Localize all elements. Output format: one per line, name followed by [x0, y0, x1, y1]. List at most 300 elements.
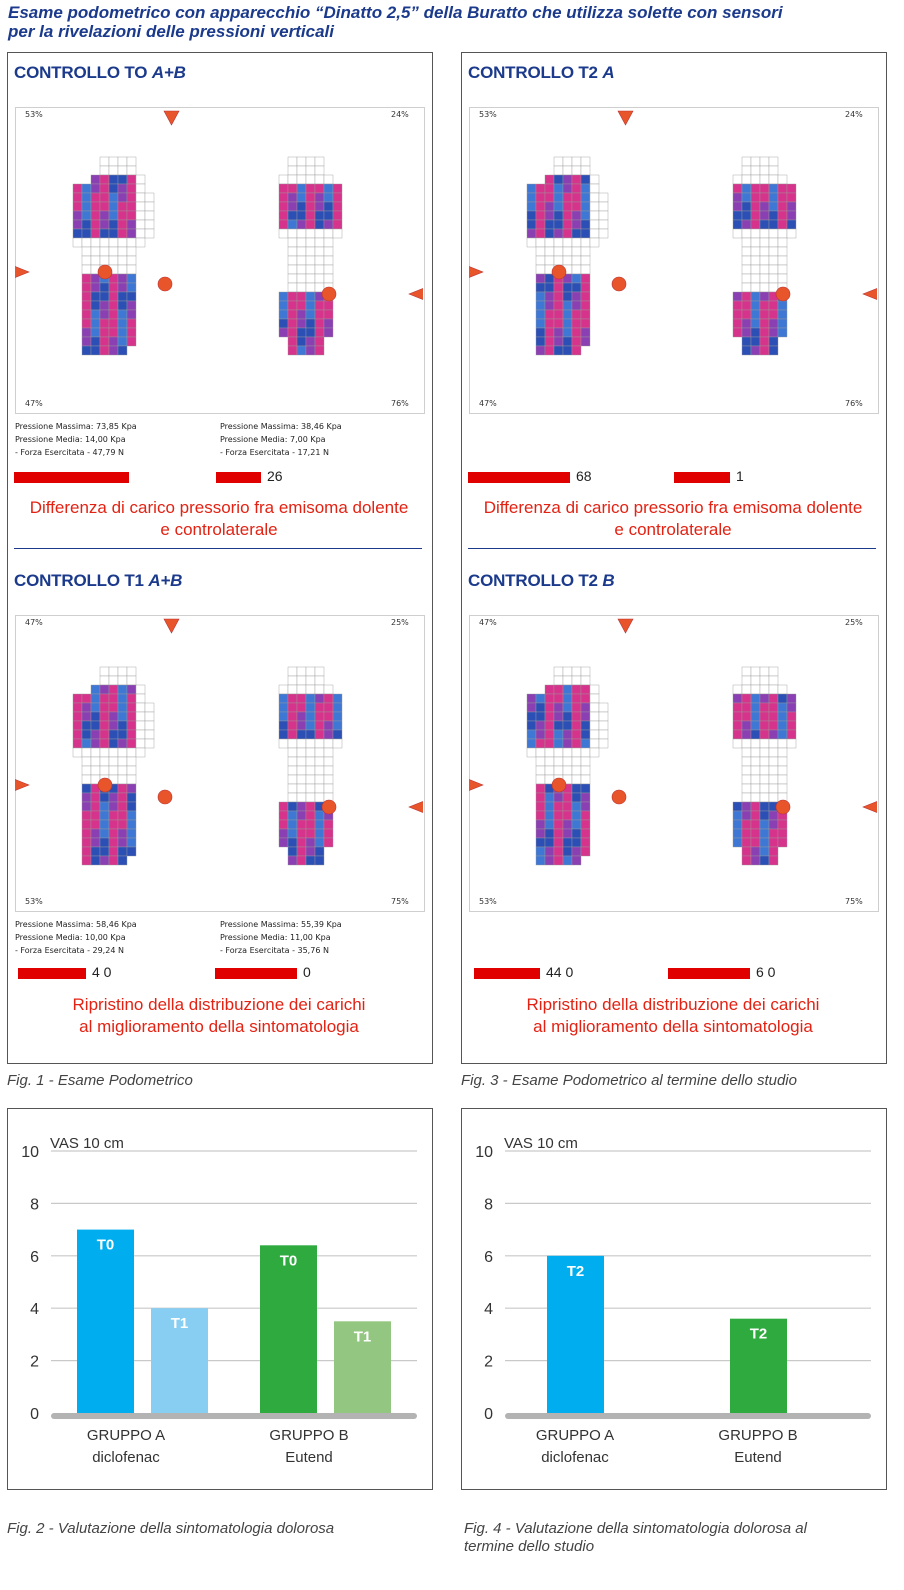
y-tick-label: 8: [484, 1196, 493, 1214]
right-foot-cell: [324, 229, 333, 238]
left-foot-cell: [590, 721, 599, 730]
right-foot-cell: [769, 811, 778, 820]
right-foot-cell: [288, 856, 297, 865]
right-foot-cell: [288, 157, 297, 166]
left-foot-cell: [127, 157, 136, 166]
left-foot-cell: [581, 703, 590, 712]
left-foot-cell: [127, 328, 136, 337]
left-foot-cell: [545, 229, 554, 238]
left-foot-cell: [536, 721, 545, 730]
left-foot-cell: [563, 301, 572, 310]
panel-separator-right: [468, 548, 876, 549]
left-foot-cell: [73, 220, 82, 229]
right-foot-cell: [778, 301, 787, 310]
bar-label: T2: [749, 1325, 768, 1343]
left-foot-cell: [563, 748, 572, 757]
right-foot-cell: [760, 811, 769, 820]
stat-line: Pressione Media: 7,00 Kpa: [220, 435, 326, 444]
right-foot-cell: [279, 211, 288, 220]
right-foot-cell: [297, 793, 306, 802]
right-foot-cell: [742, 184, 751, 193]
right-foot-cell: [769, 766, 778, 775]
left-foot-cell: [127, 238, 136, 247]
left-foot-cell: [536, 730, 545, 739]
left-foot-cell: [572, 802, 581, 811]
right-foot-cell: [742, 274, 751, 283]
right-foot-cell: [751, 703, 760, 712]
left-foot-cell: [73, 748, 82, 757]
right-foot-cell: [315, 229, 324, 238]
right-foot-cell: [733, 202, 742, 211]
right-foot-cell: [733, 175, 742, 184]
right-foot-cell: [288, 784, 297, 793]
right-foot-cell: [769, 784, 778, 793]
left-foot-cell: [73, 739, 82, 748]
left-foot-cell: [100, 238, 109, 247]
right-foot-cell: [742, 784, 751, 793]
left-foot-cell: [82, 811, 91, 820]
left-foot-cell: [127, 829, 136, 838]
right-foot-cell: [288, 748, 297, 757]
left-foot-cell: [109, 685, 118, 694]
right-foot-cell: [315, 685, 324, 694]
left-foot-cell: [118, 319, 127, 328]
left-foot-cell: [590, 703, 599, 712]
left-foot-cell: [136, 685, 145, 694]
left-foot-cell: [118, 712, 127, 721]
right-foot-cell: [751, 274, 760, 283]
right-foot-cell: [769, 739, 778, 748]
right-foot-cell: [769, 256, 778, 265]
load-percent-label: 76%: [391, 399, 409, 408]
left-foot-cell: [82, 721, 91, 730]
right-foot-cell: [742, 328, 751, 337]
right-foot-cell: [751, 685, 760, 694]
finding-text-line: Differenza di carico pressorio fra emisoma dolente: [483, 498, 863, 517]
right-foot-cell: [333, 229, 342, 238]
left-foot-cell: [82, 748, 91, 757]
right-foot-cell: [315, 166, 324, 175]
left-foot-cell: [127, 847, 136, 856]
left-foot-cell: [136, 211, 145, 220]
left-foot-cell: [536, 757, 545, 766]
left-foot-cell: [109, 301, 118, 310]
left-foot-cell: [118, 784, 127, 793]
right-foot-cell: [769, 712, 778, 721]
right-foot-cell: [751, 166, 760, 175]
left-foot-cell: [536, 802, 545, 811]
y-tick-label: 6: [484, 1248, 493, 1266]
left-foot-cell: [118, 676, 127, 685]
stat-line: - Forza Esercitata - 35,76 N: [220, 946, 329, 955]
right-foot-cell: [306, 292, 315, 301]
left-foot-cell: [590, 685, 599, 694]
left-foot-cell: [91, 175, 100, 184]
right-foot-cell: [279, 730, 288, 739]
right-foot-cell: [315, 157, 324, 166]
y-tick-label: 4: [30, 1301, 39, 1319]
left-foot-cell: [563, 829, 572, 838]
right-foot-cell: [297, 292, 306, 301]
right-foot-cell: [306, 319, 315, 328]
finding-text-line: al miglioramento della sintomatologia: [79, 1017, 359, 1036]
left-foot-cell: [536, 211, 545, 220]
left-foot-cell: [599, 730, 608, 739]
right-foot-center-marker: [776, 800, 790, 814]
left-foot-cell: [536, 247, 545, 256]
panel-title-label: CONTROLLO T2: [468, 571, 603, 590]
left-foot-cell: [91, 310, 100, 319]
right-foot-cell: [315, 175, 324, 184]
left-foot-cell: [100, 766, 109, 775]
right-foot-cell: [751, 721, 760, 730]
right-foot-cell: [297, 184, 306, 193]
y-tick-label: 0: [484, 1406, 493, 1423]
right-foot-cell: [288, 265, 297, 274]
right-foot-cell: [288, 802, 297, 811]
left-foot-cell: [563, 676, 572, 685]
right-foot-cell: [288, 256, 297, 265]
fig2-caption: Fig. 2 - Valutazione della sintomatologia dolorosa: [7, 1520, 335, 1537]
left-foot-cell: [563, 820, 572, 829]
left-foot-cell: [100, 676, 109, 685]
right-foot-cell: [742, 667, 751, 676]
left-foot-cell: [545, 193, 554, 202]
right-foot-cell: [733, 328, 742, 337]
right-foot-cell: [279, 328, 288, 337]
left-foot-cell: [82, 784, 91, 793]
right-foot-cell: [742, 319, 751, 328]
left-foot-cell: [563, 157, 572, 166]
right-foot-cell: [333, 211, 342, 220]
left-foot-cell: [554, 667, 563, 676]
right-foot-cell: [742, 775, 751, 784]
left-foot-cell: [127, 301, 136, 310]
right-foot-cell: [306, 685, 315, 694]
right-foot-cell: [279, 184, 288, 193]
right-foot-cell: [288, 202, 297, 211]
left-foot-cell: [554, 676, 563, 685]
left-foot-cell: [554, 811, 563, 820]
fig3-caption: Fig. 3 - Esame Podometrico al termine dello studio: [461, 1072, 797, 1089]
left-foot-cell: [536, 346, 545, 355]
right-foot-cell: [769, 157, 778, 166]
right-foot-cell: [288, 220, 297, 229]
left-foot-cell: [91, 346, 100, 355]
left-foot-cell: [563, 730, 572, 739]
right-foot-cell: [297, 337, 306, 346]
left-foot-cell: [563, 739, 572, 748]
left-foot-cell: [136, 238, 145, 247]
left-foot-cell: [100, 811, 109, 820]
right-foot-cell: [769, 793, 778, 802]
right-foot-cell: [279, 310, 288, 319]
left-foot-center-marker: [98, 265, 112, 279]
left-foot-cell: [590, 175, 599, 184]
left-foot-cell: [545, 292, 554, 301]
right-foot-cell: [324, 730, 333, 739]
left-foot-cell: [563, 166, 572, 175]
left-foot-cell: [109, 820, 118, 829]
right-foot-cell: [288, 274, 297, 283]
left-foot-cell: [73, 730, 82, 739]
panel-title: [468, 571, 614, 591]
load-percent-label: 25%: [845, 618, 863, 627]
right-foot-cell: [306, 748, 315, 757]
right-foot-cell: [324, 220, 333, 229]
right-foot-cell: [733, 730, 742, 739]
right-foot-cell: [306, 820, 315, 829]
right-foot-cell: [751, 748, 760, 757]
right-foot-cell: [778, 193, 787, 202]
stat-line: Pressione Massima: 55,39 Kpa: [220, 920, 342, 929]
right-foot-cell: [742, 256, 751, 265]
right-foot-cell: [324, 757, 333, 766]
right-foot-cell: [742, 739, 751, 748]
right-foot-cell: [778, 748, 787, 757]
right-foot-cell: [778, 229, 787, 238]
left-foot-cell: [100, 802, 109, 811]
right-foot-cell: [288, 811, 297, 820]
right-foot-cell: [751, 847, 760, 856]
left-foot-cell: [82, 838, 91, 847]
right-foot-cell: [297, 265, 306, 274]
right-foot-cell: [315, 838, 324, 847]
left-foot-cell: [100, 283, 109, 292]
right-foot-cell: [297, 685, 306, 694]
right-foot-cell: [760, 748, 769, 757]
right-foot-cell: [324, 193, 333, 202]
x-category-label: Eutend: [734, 1449, 782, 1466]
right-foot-cell: [315, 784, 324, 793]
right-foot-cell: [751, 766, 760, 775]
finding-text-line: Differenza di carico pressorio fra emisoma dolente: [29, 498, 409, 517]
right-foot-cell: [760, 301, 769, 310]
right-foot-cell: [751, 757, 760, 766]
right-foot-cell: [769, 211, 778, 220]
right-foot-cell: [751, 328, 760, 337]
right-foot-cell: [742, 229, 751, 238]
right-foot-cell: [769, 676, 778, 685]
left-foot-cell: [599, 229, 608, 238]
right-foot-cell: [751, 784, 760, 793]
right-foot-cell: [778, 220, 787, 229]
load-percent-label: 47%: [479, 399, 497, 408]
left-foot-cell: [100, 211, 109, 220]
right-foot-cell: [306, 211, 315, 220]
left-foot-cell: [100, 685, 109, 694]
right-foot-cell: [315, 793, 324, 802]
left-foot-cell: [109, 712, 118, 721]
left-foot-cell: [118, 166, 127, 175]
left-foot-cell: [536, 265, 545, 274]
left-foot-cell: [536, 229, 545, 238]
left-foot-cell: [109, 694, 118, 703]
left-foot-cell: [118, 811, 127, 820]
right-foot-cell: [315, 811, 324, 820]
right-foot-cell: [769, 229, 778, 238]
left-foot-cell: [82, 256, 91, 265]
right-foot-cell: [306, 730, 315, 739]
left-foot-cell: [572, 184, 581, 193]
left-foot-cell: [109, 703, 118, 712]
right-foot-cell: [778, 265, 787, 274]
right-foot-cell: [279, 829, 288, 838]
left-foot-cell: [82, 229, 91, 238]
right-foot-cell: [315, 766, 324, 775]
right-foot-cell: [306, 328, 315, 337]
left-foot-cell: [572, 238, 581, 247]
left-load-bar: [468, 472, 570, 483]
right-foot-cell: [760, 202, 769, 211]
right-foot-cell: [279, 820, 288, 829]
right-foot-cell: [760, 211, 769, 220]
left-foot-cell: [536, 256, 545, 265]
y-tick-label: 6: [30, 1248, 39, 1266]
right-foot-cell: [297, 238, 306, 247]
right-foot-cell: [306, 721, 315, 730]
left-foot-cell: [100, 247, 109, 256]
left-foot-cell: [118, 694, 127, 703]
left-foot-cell: [109, 202, 118, 211]
left-foot-cell: [599, 721, 608, 730]
left-foot-cell: [127, 265, 136, 274]
bar-t0: [260, 1245, 317, 1413]
left-foot-cell: [100, 319, 109, 328]
left-foot-cell: [590, 202, 599, 211]
left-foot-cell: [82, 274, 91, 283]
right-foot-cell: [288, 337, 297, 346]
right-foot-cell: [787, 730, 796, 739]
left-foot-cell: [536, 283, 545, 292]
right-foot-cell: [297, 730, 306, 739]
left-foot-cell: [100, 256, 109, 265]
left-foot-cell: [82, 202, 91, 211]
right-foot-cell: [760, 166, 769, 175]
right-foot-cell: [306, 829, 315, 838]
right-foot-cell: [751, 292, 760, 301]
right-foot-cell: [306, 256, 315, 265]
left-foot-cell: [118, 301, 127, 310]
left-foot-cell: [554, 820, 563, 829]
right-foot-cell: [315, 775, 324, 784]
right-foot-cell: [279, 202, 288, 211]
left-foot-cell: [563, 712, 572, 721]
right-foot-cell: [315, 829, 324, 838]
right-foot-cell: [742, 220, 751, 229]
right-foot-cell: [760, 256, 769, 265]
left-foot-cell: [100, 694, 109, 703]
right-foot-cell: [315, 847, 324, 856]
right-foot-cell: [288, 775, 297, 784]
right-foot-cell: [324, 748, 333, 757]
right-foot-cell: [315, 694, 324, 703]
right-foot-cell: [751, 838, 760, 847]
left-foot-cell: [127, 229, 136, 238]
right-foot-cell: [315, 820, 324, 829]
right-foot-cell: [297, 838, 306, 847]
left-foot-cell: [136, 721, 145, 730]
right-foot-cell: [769, 775, 778, 784]
left-foot-cell: [545, 748, 554, 757]
left-foot-cell: [581, 748, 590, 757]
right-foot-cell: [324, 775, 333, 784]
right-foot-cell: [297, 766, 306, 775]
right-foot-cell: [279, 193, 288, 202]
left-foot-cell: [536, 238, 545, 247]
left-foot-cell: [118, 748, 127, 757]
left-foot-cell: [118, 766, 127, 775]
right-foot-cell: [279, 802, 288, 811]
right-foot-cell: [315, 247, 324, 256]
right-foot-cell: [324, 694, 333, 703]
left-foot-cell: [590, 712, 599, 721]
left-foot-cell: [590, 220, 599, 229]
left-foot-cell: [136, 175, 145, 184]
left-foot-cell: [127, 175, 136, 184]
right-foot-cell: [279, 694, 288, 703]
left-foot-cell: [536, 847, 545, 856]
right-foot-cell: [315, 676, 324, 685]
right-foot-cell: [787, 712, 796, 721]
left-foot-center-marker: [552, 778, 566, 792]
right-foot-cell: [324, 175, 333, 184]
left-foot-cell: [82, 220, 91, 229]
left-foot-cell: [109, 256, 118, 265]
left-foot-cell: [91, 766, 100, 775]
right-foot-cell: [315, 319, 324, 328]
left-foot-cell: [545, 238, 554, 247]
left-foot-cell: [563, 238, 572, 247]
right-load-bar: [215, 968, 297, 979]
left-foot-cell: [581, 265, 590, 274]
left-foot-cell: [554, 757, 563, 766]
bar-t0: [77, 1230, 134, 1413]
left-foot-cell: [545, 703, 554, 712]
left-foot-cell: [127, 166, 136, 175]
left-foot-cell: [91, 256, 100, 265]
left-foot-cell: [127, 739, 136, 748]
right-triangle-marker: [863, 288, 877, 300]
right-foot-cell: [760, 346, 769, 355]
right-foot-cell: [315, 667, 324, 676]
right-foot-cell: [279, 685, 288, 694]
left-foot-cell: [91, 721, 100, 730]
right-foot-cell: [778, 238, 787, 247]
right-foot-cell: [733, 838, 742, 847]
right-foot-cell: [769, 166, 778, 175]
left-foot-cell: [581, 202, 590, 211]
foot-pressure-heatmap: [15, 615, 423, 910]
right-foot-cell: [297, 310, 306, 319]
left-foot-cell: [91, 220, 100, 229]
right-foot-cell: [306, 238, 315, 247]
bar-label: T1: [170, 1315, 189, 1333]
left-foot-cell: [145, 229, 154, 238]
left-foot-cell: [73, 703, 82, 712]
left-foot-cell: [109, 748, 118, 757]
finding-text-line: e controlaterale: [160, 520, 278, 539]
left-foot-cell: [536, 301, 545, 310]
left-foot-cell: [127, 766, 136, 775]
x-axis-baseline: [51, 1413, 417, 1419]
left-foot-cell: [136, 220, 145, 229]
right-foot-cell: [279, 319, 288, 328]
right-foot-cell: [787, 739, 796, 748]
right-foot-cell: [297, 757, 306, 766]
left-foot-cell: [581, 292, 590, 301]
left-foot-cell: [109, 238, 118, 247]
